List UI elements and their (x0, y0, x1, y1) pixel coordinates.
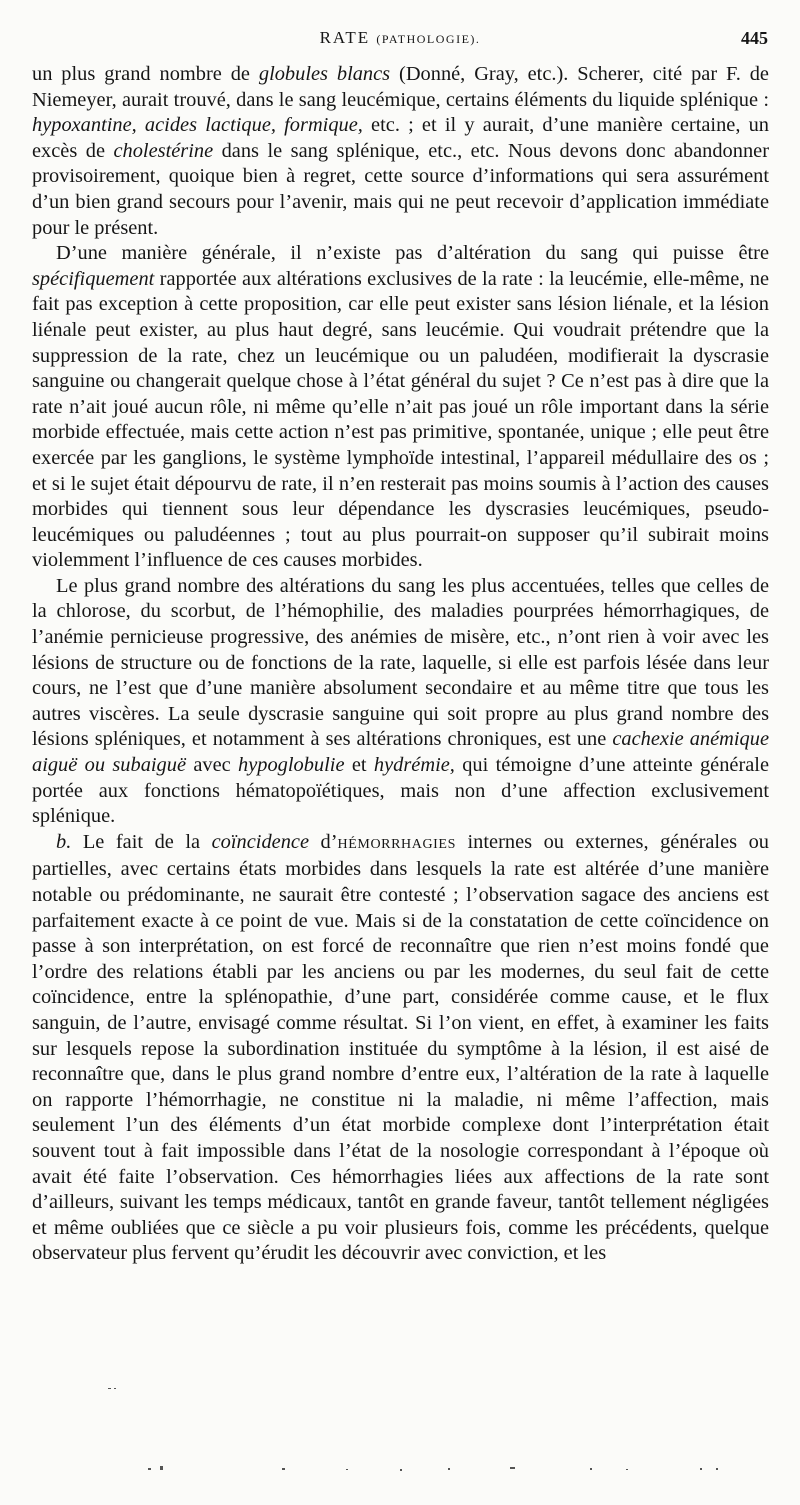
p3-text-3: et (344, 754, 374, 777)
p4-italic-1: coïncidence (211, 830, 309, 853)
body-text (32, 62, 769, 1267)
p1-italic-2: hypoxantine, acides lactique, formique, (32, 114, 363, 137)
speck (400, 1469, 402, 1471)
paragraph-1 (32, 62, 769, 241)
running-head (32, 28, 768, 54)
p3-italic-1: cachexie anémique aiguë ou subaiguë (32, 728, 769, 777)
p1-italic-1: globules blancs (258, 63, 391, 85)
speck (448, 1468, 450, 1470)
p1-text-4: dans le sang splénique, etc., etc. Nous devons donc abandonner provisoirement, quoique bien à regret, cette source d’informations qui sera assurément d’un bien grand secours pour l’avenir, mais qui ne peut recevoir d’application immédiate pour le présent. (32, 139, 769, 239)
paragraph-4 (32, 830, 769, 1267)
running-head-title (32, 28, 768, 48)
p1-italic-3: cholestérine (113, 139, 214, 162)
p4-text-3: internes ou externes, générales ou partielles, avec certains états morbides dans lesquels la rate est altérée d’une manière notable ou prédominante, ne saurait être contesté ; l’observation sagace des anciens est parfaitement exacte à ce point de vue. Mais si de la constatation de cette coïncidence on passe à son interprétation, on est forcé de reconnaître que rien n’est moins fondé que l’ordre des relations établi par les anciens ou par les modernes, du seul fait de cette coïncidence, entre la splénopathie, d’une part, considérée comme cause, et le flux sanguin, de l’autre, envisagé comme résultat. Si l’on vient, en effet, à examiner les faits sur lesquels repose la subordination instituée du symptôme à la lésion, il est aisé de reconnaître que, dans le plus grand nombre d’entre eux, l’altération de la rate à laquelle on rapporte l’hémorrhagie, ne constitue ni la maladie, ni même l’affection, mais seulement l’un des éléments d’un état morbide complexe dont l’interprétation était souvent tout à fait impossible dans l’état de la nosologie correspondant à l’époque où avait été faite l’observation. Ces hémorrhagies liées aux affections de la rate sont d’ailleurs, suivant les temps médicaux, tantôt en grande faveur, tantôt tellement négligées et même oubliées que ce siècle a pu voir plusieurs fois, comme les précédents, quelque observateur plus fervent qu’érudit les découvrir avec conviction, et les (32, 830, 769, 1265)
p4-label: b. (56, 830, 72, 853)
speck (700, 1468, 702, 1470)
p3-italic-3: hydrémie, (373, 754, 455, 777)
speck (114, 1388, 116, 1389)
p1-text-3: etc. ; et il y aurait, d’une manière certaine, un excès de (32, 114, 769, 162)
paragraph-2 (32, 241, 769, 574)
speck (282, 1468, 285, 1470)
page-number: 445 (741, 28, 768, 48)
p3-text-2: avec (186, 754, 239, 777)
speck (160, 1466, 163, 1470)
speck (346, 1469, 348, 1470)
p2-text-2: rapportée aux altérations exclusives de la rate : la leucémie, elle-même, ne fait pas exception à cette proposition, car elle peut exister sans lésion liénale, et la lésion liénale peut exister, au plus haut degré, sans leucémie. Qui voudrait prétendre que la suppression de la rate, chez un leucémique ou un paludéen, modifierait la dyscrasie sanguine ou changerait quelque chose à l’état général du sujet ? Ce n’est pas à dire que la rate n’ait joué aucun rôle, ni même qu’elle n’ait pas joué un rôle important dans la série morbide effectuée, mais cette action n’est pas primitive, spontanée, unique ; elle peut être exercée par les ganglions, le système lymphoïde intestinal, l’appareil médullaire des os ; et si le sujet était dépourvu de rate, il n’en resterait pas moins soumis à l’action des causes morbides qui tiennent sous leur dépendance les dyscrasies leucémiques, pseudo-leucémiques ou paludéennes ; tout au plus pourrait-on supposer qu’il subirait moins violemment l’influence de ces causes morbides. (32, 267, 769, 572)
p3-text-1: Le plus grand nombre des altérations du sang les plus accentuées, telles que celles de la chlorose, du scorbut, de l’hémophilie, des maladies pourprées hémorrhagiques, de l’anémie pernicieuse progressive, des anémies de misère, etc., n’ont rien à voir avec les lésions de structure ou de fonctions de la rate, laquelle, si elle est parfois lésée dans leur cours, ne l’est que d’une manière absolument secondaire et au même titre que tous les autres viscères. La seule dyscrasie sanguine qui soit propre au plus grand nombre des lésions spléniques, et notamment à ses altérations chroniques, est une (32, 574, 769, 751)
speck (510, 1467, 515, 1469)
p3-text-4: qui témoigne d’une atteinte générale portée aux fonctions hématopoïétiques, mais non d’une affection exclusivement splénique. (32, 754, 770, 828)
p1-text-2: (Donné, Gray, etc.). Scherer, cité par F. de Niemeyer, aurait trouvé, dans le sang leucémique, certains éléments du liquide splénique : (32, 63, 769, 111)
p4-text-2: d’ (309, 830, 338, 853)
p4-smallcaps-1: HÉMORRHAGIES (337, 836, 456, 852)
speck (716, 1468, 718, 1470)
running-head-rate: RATE (319, 28, 371, 47)
speck (590, 1468, 592, 1470)
speck (108, 1388, 111, 1389)
paragraph-3 (32, 574, 769, 830)
speck (148, 1468, 151, 1470)
p3-italic-2: hypoglobulie (238, 754, 345, 777)
p2-italic-1: spécifiquement (32, 267, 155, 290)
p4-text-1: Le fait de la (71, 830, 212, 853)
p2-text-1: D’une manière générale, il n’existe pas d’altération du sang qui puisse être (56, 242, 769, 265)
speck (626, 1469, 628, 1470)
running-head-subtitle: (PATHOLOGIE). (376, 32, 481, 46)
p1-text-1: un plus grand nombre de (32, 63, 259, 85)
